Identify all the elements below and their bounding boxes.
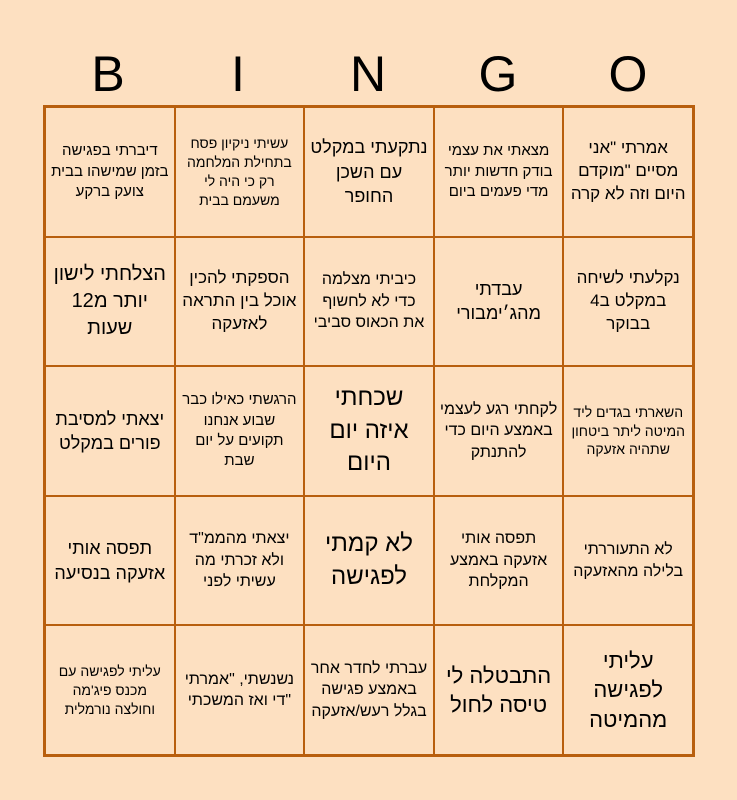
- bingo-cell[interactable]: עברתי לחדר אחר באמצע פגישה בגלל רעש/אזעקה: [304, 625, 434, 755]
- bingo-cell[interactable]: עליתי לפגישה מהמיטה: [563, 625, 693, 755]
- header-letter-g: G: [478, 46, 518, 102]
- bingo-cell[interactable]: עבדתי מהג׳ימבורי: [434, 237, 564, 367]
- bingo-board: [43, 105, 695, 757]
- bingo-cell-free[interactable]: שכחתי איזה יום היום: [304, 366, 434, 496]
- bingo-cell[interactable]: נשנשתי, "אמרתי "די ואז המשכתי: [175, 625, 305, 755]
- header-letter-i: I: [231, 46, 245, 102]
- header-letter-b: B: [91, 46, 125, 102]
- bingo-cell[interactable]: עליתי לפגישה עם מכנס פיג'מה וחולצה נורמלית: [45, 625, 175, 755]
- bingo-cell[interactable]: לא התעוררתי בלילה מהאזעקה: [563, 496, 693, 626]
- bingo-cell[interactable]: כיביתי מצלמה כדי לא לחשוף את הכאוס סביבי: [304, 237, 434, 367]
- bingo-cell[interactable]: תפסה אותי אזעקה באמצע המקלחת: [434, 496, 564, 626]
- bingo-cell[interactable]: תפסה אותי אזעקה בנסיעה: [45, 496, 175, 626]
- bingo-cell[interactable]: נתקעתי במקלט עם השכן החופר: [304, 107, 434, 237]
- bingo-cell[interactable]: הצלחתי לישון יותר מ12 שעות: [45, 237, 175, 367]
- bingo-cell[interactable]: מצאתי את עצמי בודק חדשות יותר מדי פעמים ביום: [434, 107, 564, 237]
- header-letter-n: N: [349, 46, 387, 102]
- bingo-cell[interactable]: הרגשתי כאילו כבר שבוע אנחנו תקועים על יום שבת: [175, 366, 305, 496]
- bingo-cell[interactable]: דיברתי בפגישה בזמן שמישהו בבית צועק ברקע: [45, 107, 175, 237]
- header-letter-o: O: [608, 46, 648, 102]
- bingo-cell[interactable]: הספקתי להכין אוכל בין התראה לאזעקה: [175, 237, 305, 367]
- bingo-cell[interactable]: יצאתי למסיבת פורים במקלט: [45, 366, 175, 496]
- bingo-cell[interactable]: עשיתי ניקיון פסח בתחילת המלחמה רק כי היה לי משעמם בבית: [175, 107, 305, 237]
- bingo-cell[interactable]: לא קמתי לפגישה: [304, 496, 434, 626]
- bingo-cell[interactable]: אמרתי "אני מסיים "מוקדם היום וזה לא קרה: [563, 107, 693, 237]
- bingo-cell[interactable]: נקלעתי לשיחה במקלט ב4 בבוקר: [563, 237, 693, 367]
- bingo-cell[interactable]: השארתי בגדים ליד המיטה ליתר ביטחון שתהיה אזעקה: [563, 366, 693, 496]
- bingo-cell[interactable]: יצאתי מהממ"ד ולא זכרתי מה עשיתי לפני: [175, 496, 305, 626]
- bingo-cell[interactable]: התבטלה לי טיסה לחול: [434, 625, 564, 755]
- bingo-header: [43, 44, 693, 104]
- bingo-cell[interactable]: לקחתי רגע לעצמי באמצע היום כדי להתנתק: [434, 366, 564, 496]
